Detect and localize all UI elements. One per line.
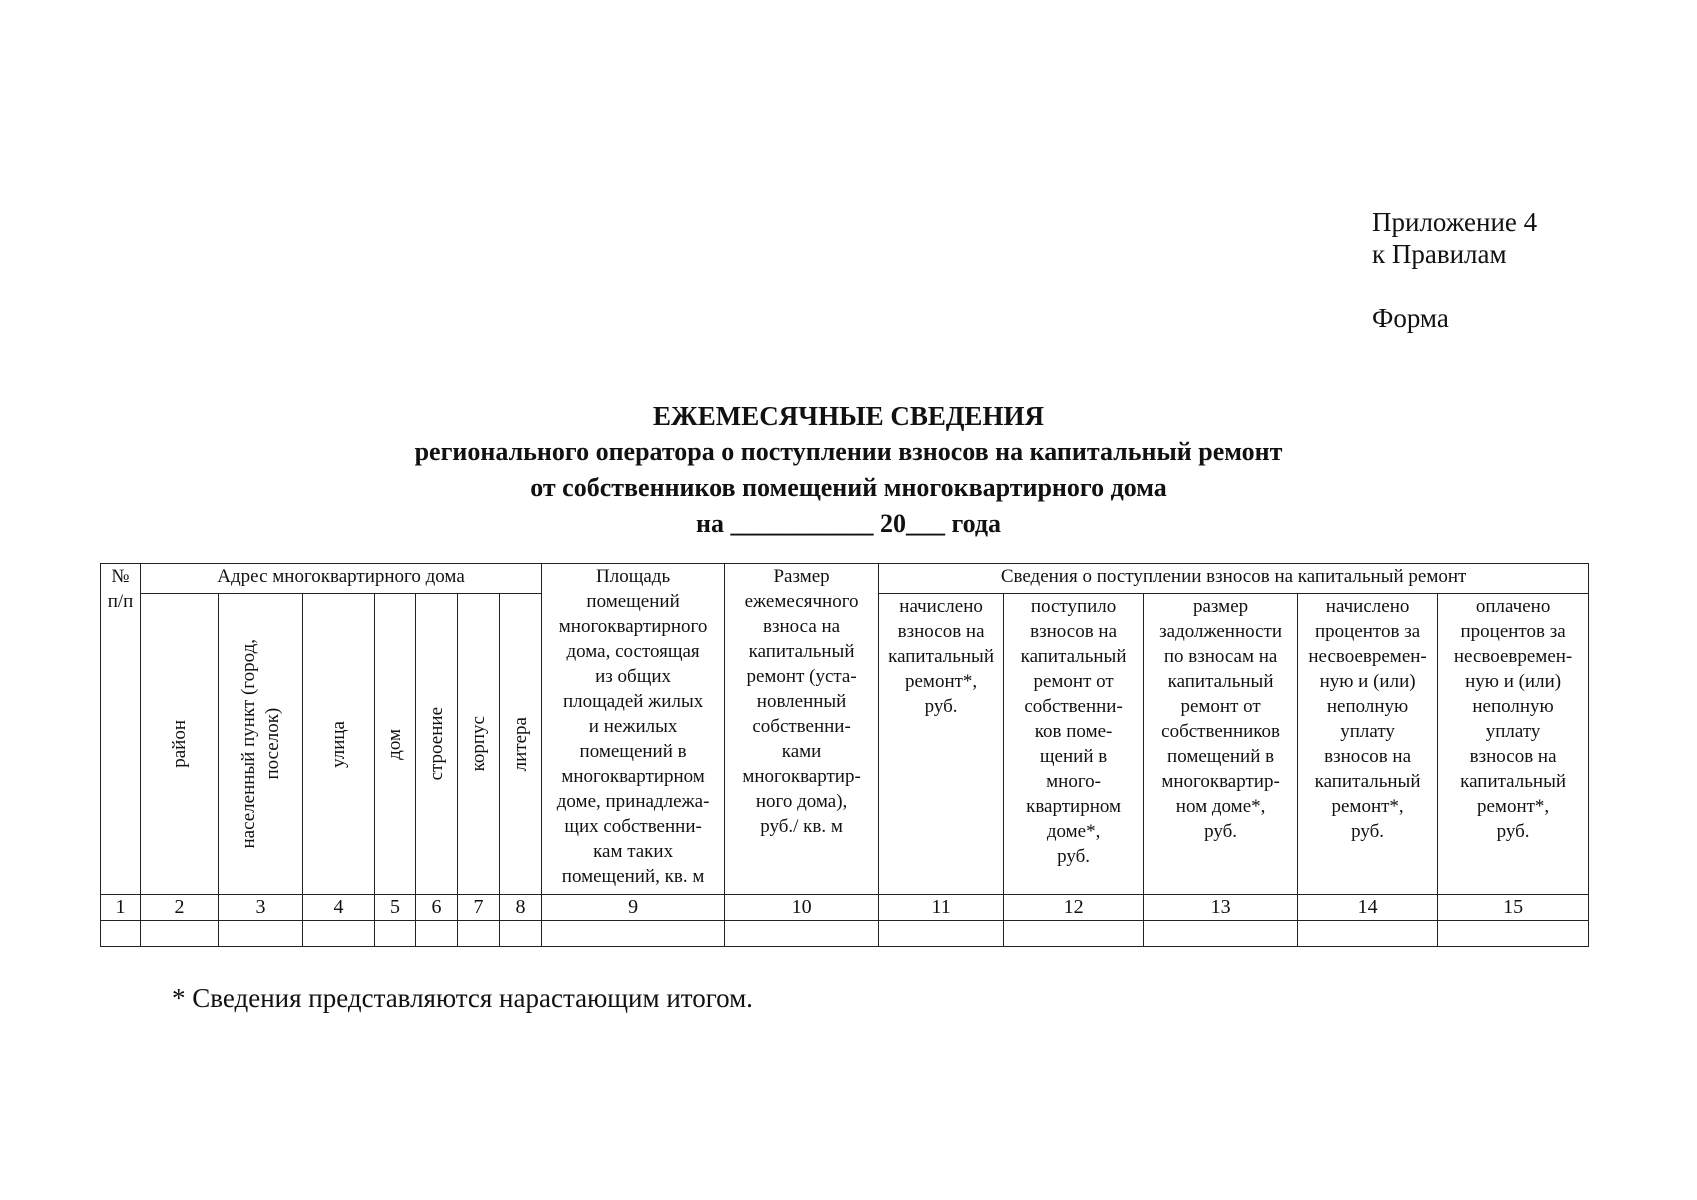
column-number: 9: [542, 895, 725, 921]
data-entry-row: [101, 921, 1589, 947]
appendix-number: Приложение 4: [1372, 207, 1538, 237]
column-number: 1: [101, 895, 141, 921]
period-prefix: на: [695, 509, 724, 538]
entry-cell[interactable]: [500, 921, 542, 947]
entry-cell[interactable]: [1144, 921, 1298, 947]
entry-cell[interactable]: [101, 921, 141, 947]
column-number: 14: [1298, 895, 1438, 921]
column-number: 15: [1438, 895, 1589, 921]
column-number: 5: [375, 895, 416, 921]
header-building: строение: [416, 594, 458, 895]
period-year[interactable]: 20___: [879, 509, 945, 538]
header-street: улица: [303, 594, 375, 895]
header-district: район: [141, 594, 219, 895]
column-number: 13: [1144, 895, 1298, 921]
entry-cell[interactable]: [416, 921, 458, 947]
header-received-fees: поступило взносов на капитальный ремонт от собственни- ков поме- щений в много- квартирном доме*, руб.: [1004, 594, 1144, 895]
header-locality: населенный пункт (город, поселок): [219, 594, 303, 895]
entry-cell[interactable]: [219, 921, 303, 947]
report-table: [100, 563, 1589, 947]
entry-cell[interactable]: [1298, 921, 1438, 947]
column-number: 2: [141, 895, 219, 921]
entry-cell[interactable]: [141, 921, 219, 947]
entry-cell[interactable]: [303, 921, 375, 947]
header-debt: размер задолженности по взносам на капитальный ремонт от собственников помещений в многоквартир- ном доме*, руб.: [1144, 594, 1298, 895]
header-accrued-fees: начислено взносов на капитальный ремонт*, руб.: [879, 594, 1004, 895]
header-house: дом: [375, 594, 416, 895]
column-number: 8: [500, 895, 542, 921]
header-address: Адрес многоквартирного дома: [141, 564, 542, 594]
column-number: 6: [416, 895, 458, 921]
entry-cell[interactable]: [1004, 921, 1144, 947]
header-row-1: [101, 564, 1589, 594]
column-number: 12: [1004, 895, 1144, 921]
document-title: [0, 398, 1697, 542]
title-subtitle-2: от собственников помещений многоквартирного дома: [530, 473, 1167, 502]
entry-cell[interactable]: [1438, 921, 1589, 947]
header-letter: литера: [500, 594, 542, 895]
form-label: Форма: [1372, 303, 1449, 333]
title-main: ЕЖЕМЕСЯЧНЫЕ СВЕДЕНИЯ: [653, 401, 1044, 431]
appendix-reference: к Правилам: [1372, 239, 1507, 269]
column-number: 3: [219, 895, 303, 921]
header-paid-interest: оплачено процентов за несвоевремен- ную и (или) неполную уплату взносов на капитальный ремонт*, руб.: [1438, 594, 1589, 895]
period-date-blank[interactable]: ___________: [730, 509, 874, 538]
entry-cell[interactable]: [542, 921, 725, 947]
column-number-row: [101, 895, 1589, 921]
entry-cell[interactable]: [375, 921, 416, 947]
title-period: [0, 506, 1697, 542]
header-receipts: Сведения о поступлении взносов на капитальный ремонт: [879, 564, 1589, 594]
footnote: * Сведения представляются нарастающим итогом.: [172, 983, 753, 1013]
column-number: 10: [725, 895, 879, 921]
header-accrued-interest: начислено процентов за несвоевремен- ную и (или) неполную уплату взносов на капитальный ремонт*, руб.: [1298, 594, 1438, 895]
period-suffix: года: [951, 509, 1002, 538]
entry-cell[interactable]: [725, 921, 879, 947]
entry-cell[interactable]: [458, 921, 500, 947]
entry-cell[interactable]: [879, 921, 1004, 947]
appendix-header: [1372, 206, 1537, 334]
header-monthly-fee: Размер ежемесячного взноса на капитальный ремонт (уста- новленный собственни- ками многоквартир- ного дома), руб./ кв. м: [725, 564, 879, 895]
column-number: 11: [879, 895, 1004, 921]
title-subtitle-1: регионального оператора о поступлении взносов на капитальный ремонт: [414, 437, 1283, 466]
header-block: корпус: [458, 594, 500, 895]
header-row-number: № п/п: [101, 564, 141, 895]
column-number: 4: [303, 895, 375, 921]
header-area: Площадь помещений многоквартирного дома, состоящая из общих площадей жилых и нежилых помещений в многоквартирном доме, принадлежа- щих собственни- кам таких помещений, кв. м: [542, 564, 725, 895]
column-number: 7: [458, 895, 500, 921]
